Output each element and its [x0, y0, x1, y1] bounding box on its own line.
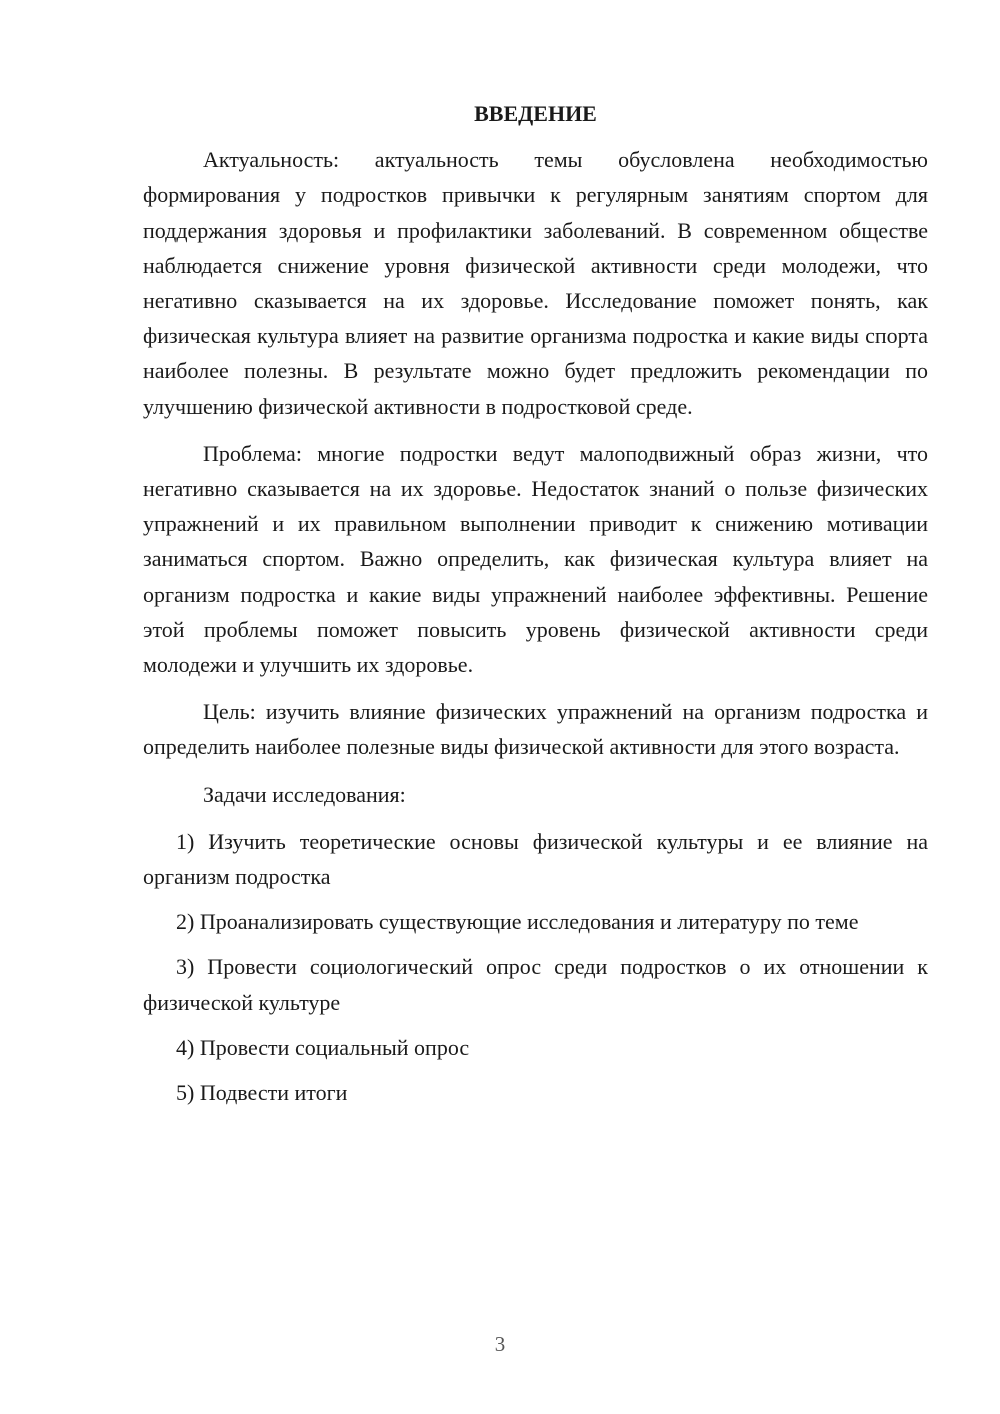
page-number: 3: [494, 1332, 506, 1356]
goal-paragraph: Цель: изучить влияние физических упражнений на организм подростка и определить наиболее полезные виды физической активности для этого возраста.: [143, 699, 928, 760]
relevance-paragraph: Актуальность: актуальность темы обусловлена необходимостью формирования у подростков привычки к регулярным занятиям спортом для поддержания здоровья и профилактики заболеваний. В современном обществе наблюдается снижение уровня физической активности среди молодежи, что негативно сказывается на их здоровье. Исследование поможет понять, как физическая культура влияет на развитие организма подростка и какие виды спорта наиболее полезны. В результате можно будет предложить рекомендации по улучшению физической активности в подростковой среде.: [143, 147, 928, 419]
task-item: 3) Провести социологический опрос среди подростков о их отношении к физической культуре: [143, 954, 928, 1015]
task-item: 4) Провести социальный опрос: [176, 1034, 470, 1060]
tasks-heading: Задачи исследования:: [203, 781, 406, 807]
section-title: ВВЕДЕНИЕ: [474, 101, 597, 126]
problem-paragraph: Проблема: многие подростки ведут малоподвижный образ жизни, что негативно сказывается на их здоровье. Недостаток знаний о пользе физических упражнений и их правильном выполнении приводит к снижению мотивации заниматься спортом. Важно определить, как физическая культура влияет на организм подростка и какие виды упражнений наиболее эффективны. Решение этой проблемы поможет повысить уровень физической активности среди молодежи и улучшить их здоровье.: [143, 440, 928, 678]
task-item: 1) Изучить теоретические основы физической культуры и ее влияние на организм подростка: [143, 828, 928, 890]
page-content: [143, 96, 928, 1120]
task-item: 2) Проанализировать существующие исследования и литературу по теме: [176, 909, 859, 935]
tasks-list: [143, 824, 928, 1110]
task-item: 5) Подвести итоги: [176, 1080, 348, 1106]
